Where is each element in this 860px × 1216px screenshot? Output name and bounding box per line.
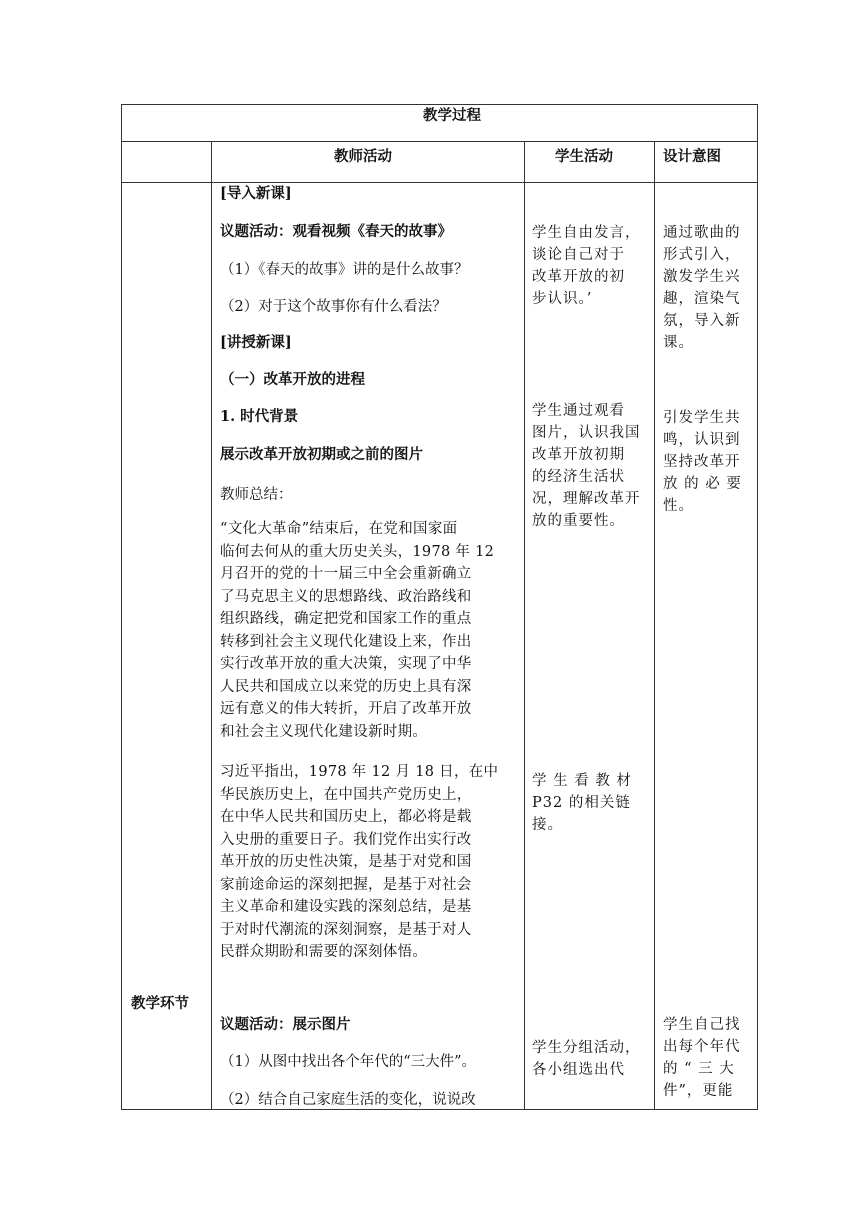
text-line: 入史册的重要日子。我们党作出实行改 <box>220 831 472 848</box>
text-line: 月召开的党的十一届三中全会重新确立 <box>220 566 472 582</box>
topic-heading: 议题活动：展示图片 <box>220 1016 351 1033</box>
text-line: 放的重要性。 <box>532 513 625 529</box>
text-line: 革开放的历史性决策，是基于对党和国 <box>220 854 472 870</box>
text-line: P32 的相关链 <box>532 795 631 811</box>
header-student: 学生活动 <box>555 148 613 165</box>
text-line: 家前途命运的深刻把握，是基于对社会 <box>220 876 472 893</box>
picture-instruction: 展示改革开放初期或之前的图片 <box>220 446 423 463</box>
summary-label: 教师总结： <box>220 487 293 503</box>
text-line: 通过歌曲的 <box>663 225 741 241</box>
text-line: 华民族历史上，在中国共产党历史上， <box>220 786 472 803</box>
text-line: 学生分组活动， <box>532 1040 641 1056</box>
header-teacher: 教师活动 <box>334 148 392 165</box>
col-divider <box>524 141 525 1110</box>
text-line: 激发学生兴 <box>663 269 741 285</box>
row-divider <box>121 141 758 142</box>
text-line: 远有意义的伟大转折，开启了改革开放 <box>220 701 472 717</box>
text-line: 氛，导入新 <box>663 313 741 329</box>
text-line: 于对时代潮流的深刻洞察，是基于对人 <box>220 921 472 938</box>
text-line: 性。 <box>663 498 694 514</box>
text-line: 习近平指出，1978 年 12 月 18 日，在中 <box>220 764 499 780</box>
col-divider <box>654 141 655 1110</box>
text-line: 了马克思主义的思想路线、政治路线和 <box>220 588 472 605</box>
text-line: 和社会主义现代化建设新时期。 <box>220 723 428 740</box>
text-line: 放 的 必 要 <box>663 476 742 492</box>
text-line: 引发学生共 <box>663 410 741 426</box>
row-divider <box>121 182 758 183</box>
design-intent <box>663 222 755 354</box>
text-line: “文化大革命”结束后，在党和国家面 <box>220 521 458 537</box>
text-line: 学 生 看 教 材 <box>532 773 632 789</box>
text-line: 学生通过观看 <box>532 403 625 419</box>
design-intent <box>663 407 755 517</box>
text-line: 课。 <box>663 335 694 351</box>
student-activity <box>532 400 650 532</box>
student-activity <box>532 770 650 836</box>
row-label: 教学环节 <box>131 995 189 1012</box>
summary-paragraph <box>220 518 520 743</box>
text-line: 况，理解改革开 <box>532 491 641 507</box>
text-line: 谈论自己对于 <box>532 247 625 263</box>
text-line: 坚持改革开 <box>663 454 741 470</box>
topic-heading: 议题活动：观看视频《春天的故事》 <box>220 223 452 240</box>
text-line: 的经济生活状 <box>532 469 625 485</box>
text-line: 形式引入， <box>663 247 741 263</box>
text-line: 临何去何从的重大历史关头，1978 年 12 <box>220 543 495 560</box>
text-line: 民群众期盼和需要的深刻体悟。 <box>220 944 428 960</box>
text-line: 实行改革开放的重大决策，实现了中华 <box>220 656 472 672</box>
text-line: 趣，渲染气 <box>663 291 741 307</box>
text-line: 接。 <box>532 817 563 833</box>
lecture-heading: [讲授新课] <box>220 334 292 351</box>
col-divider <box>211 141 212 1110</box>
text-line: 人民共和国成立以来党的历史上具有深 <box>220 678 472 695</box>
text-line: 主义革命和建设实践的深刻总结，是基 <box>220 899 472 915</box>
text-line: 图片，认识我国 <box>532 425 641 441</box>
xi-quote-paragraph <box>220 761 520 964</box>
text-line: 学生自己找 <box>663 1017 741 1033</box>
student-activity <box>532 222 650 310</box>
design-intent <box>663 1014 755 1102</box>
text-line: 学生自由发言， <box>532 225 641 241</box>
text-line: 件”，更能 <box>663 1083 734 1099</box>
table-title: 教学过程 <box>423 107 481 124</box>
question: （2）结合自己家庭生活的变化，说说改 <box>220 1092 476 1108</box>
text-line: 改革开放的初 <box>532 269 625 285</box>
text-line: 转移到社会主义现代化建设上来，作出 <box>220 633 472 650</box>
question: （2）对于这个故事你有什么看法？ <box>220 299 447 315</box>
text-line: 改革开放初期 <box>532 447 625 463</box>
intro-heading: [导入新课] <box>220 185 292 202</box>
text-line: 鸣，认识到 <box>663 432 741 448</box>
text-line: 出每个年代 <box>663 1039 741 1055</box>
text-line: 的 “ 三 大 <box>663 1061 735 1077</box>
section-heading: （一）改革开放的进程 <box>220 371 365 388</box>
text-line: 各小组选出代 <box>532 1062 625 1078</box>
text-line: 组织路线，确定把党和国家工作的重点 <box>220 611 472 627</box>
question: （1）从图中找出各个年代的“三大件”。 <box>220 1054 477 1070</box>
text-line: 步认识。’ <box>532 291 593 307</box>
student-activity <box>532 1037 650 1081</box>
header-design: 设计意图 <box>663 148 721 165</box>
question: （1）《春天的故事》讲的是什么故事？ <box>220 262 469 278</box>
text-line: 在中华人民共和国历史上，都必将是载 <box>220 809 472 825</box>
subsection-heading: 1. 时代背景 <box>220 408 299 425</box>
